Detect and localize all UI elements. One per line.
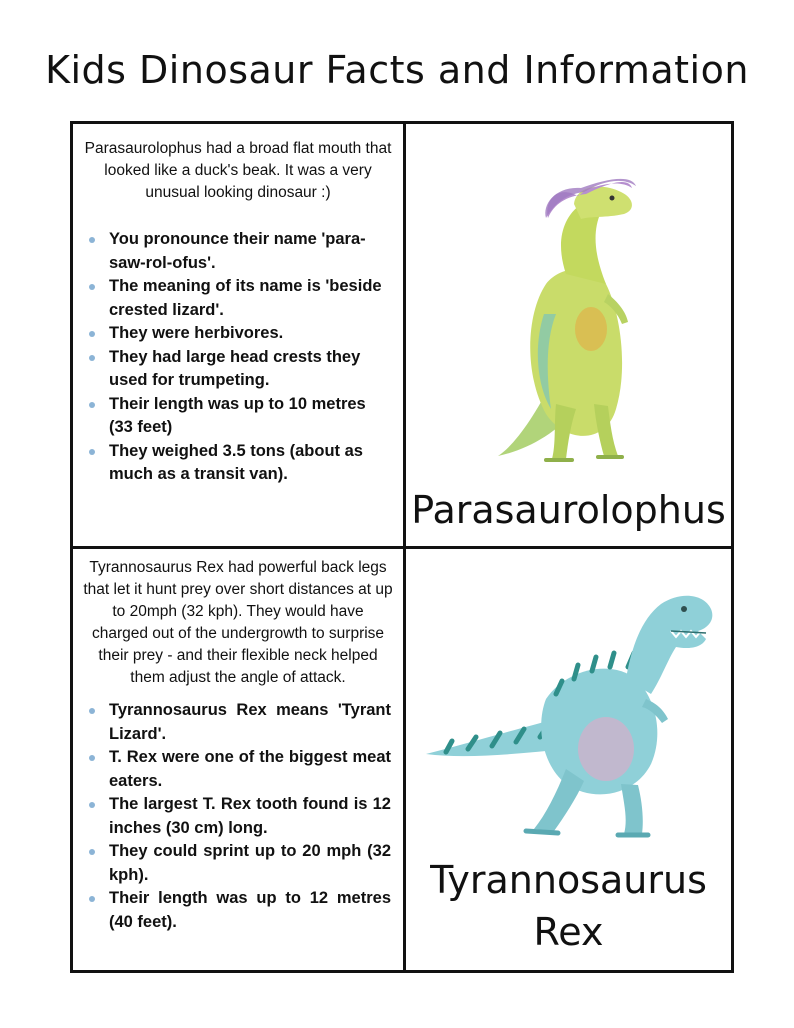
bullet-icon <box>89 449 95 455</box>
bullet-icon <box>89 331 95 337</box>
trex-illustration-icon <box>406 549 731 849</box>
bullet-icon <box>89 802 95 808</box>
fact-text: Tyrannosaurus Rex means 'Tyrant Lizard'. <box>109 701 391 743</box>
bullet-icon <box>89 355 95 361</box>
parasaurolophus-text-cell <box>73 124 403 546</box>
list-item <box>83 793 391 840</box>
fact-text: They were herbivores. <box>109 324 284 342</box>
bullet-icon <box>89 402 95 408</box>
trex-image-cell <box>406 549 731 970</box>
fact-text: Their length was up to 12 metres (40 feet). <box>109 889 391 931</box>
list-item <box>83 840 391 887</box>
trex-name: Tyrannosaurus Rex <box>430 858 707 954</box>
trex-text-cell <box>73 549 403 970</box>
list-item <box>83 228 391 275</box>
list-item <box>83 440 391 487</box>
list-item <box>83 699 391 746</box>
parasaurolophus-facts-list <box>83 228 393 487</box>
fact-text: T. Rex were one of the biggest meat eaters. <box>109 748 391 790</box>
parasaurolophus-name: Parasaurolophus <box>411 488 726 532</box>
bullet-icon <box>89 237 95 243</box>
bullet-icon <box>89 755 95 761</box>
list-item <box>83 746 391 793</box>
parasaurolophus-image-cell <box>406 124 731 546</box>
list-item <box>83 887 391 934</box>
list-item <box>83 322 391 346</box>
bullet-icon <box>89 896 95 902</box>
list-item <box>83 393 391 440</box>
list-item <box>83 346 391 393</box>
trex-facts-list <box>83 699 393 934</box>
fact-text: They could sprint up to 20 mph (32 kph). <box>109 842 391 884</box>
fact-text: You pronounce their name 'para-saw-rol-ofus'. <box>109 230 366 272</box>
fact-text: The largest T. Rex tooth found is 12 inches (30 cm) long. <box>109 795 391 837</box>
trex-intro: Tyrannosaurus Rex had powerful back legs that let it hunt prey over short distances at up to 20mph (32 kph). They would have charged out of the undergrowth to surprise their prey - and their flexible neck helped them adjust the angle of attack. <box>83 559 393 686</box>
fact-text: Their length was up to 10 metres (33 feet) <box>109 394 366 436</box>
list-item <box>83 275 391 322</box>
bullet-icon <box>89 708 95 714</box>
fact-text: They weighed 3.5 tons (about as much as a transit van). <box>109 441 363 483</box>
bullet-icon <box>89 284 95 290</box>
parasaurolophus-illustration-icon <box>406 124 731 474</box>
facts-grid <box>70 121 734 973</box>
parasaurolophus-intro: Parasaurolophus had a broad flat mouth that looked like a duck's beak. It was a very unusual looking dinosaur :) <box>84 140 392 201</box>
fact-text: The meaning of its name is 'beside crested lizard'. <box>109 277 382 319</box>
page-title: Kids Dinosaur Facts and Information <box>45 48 749 92</box>
bullet-icon <box>89 849 95 855</box>
fact-text: They had large head crests they used for trumpeting. <box>109 347 361 389</box>
